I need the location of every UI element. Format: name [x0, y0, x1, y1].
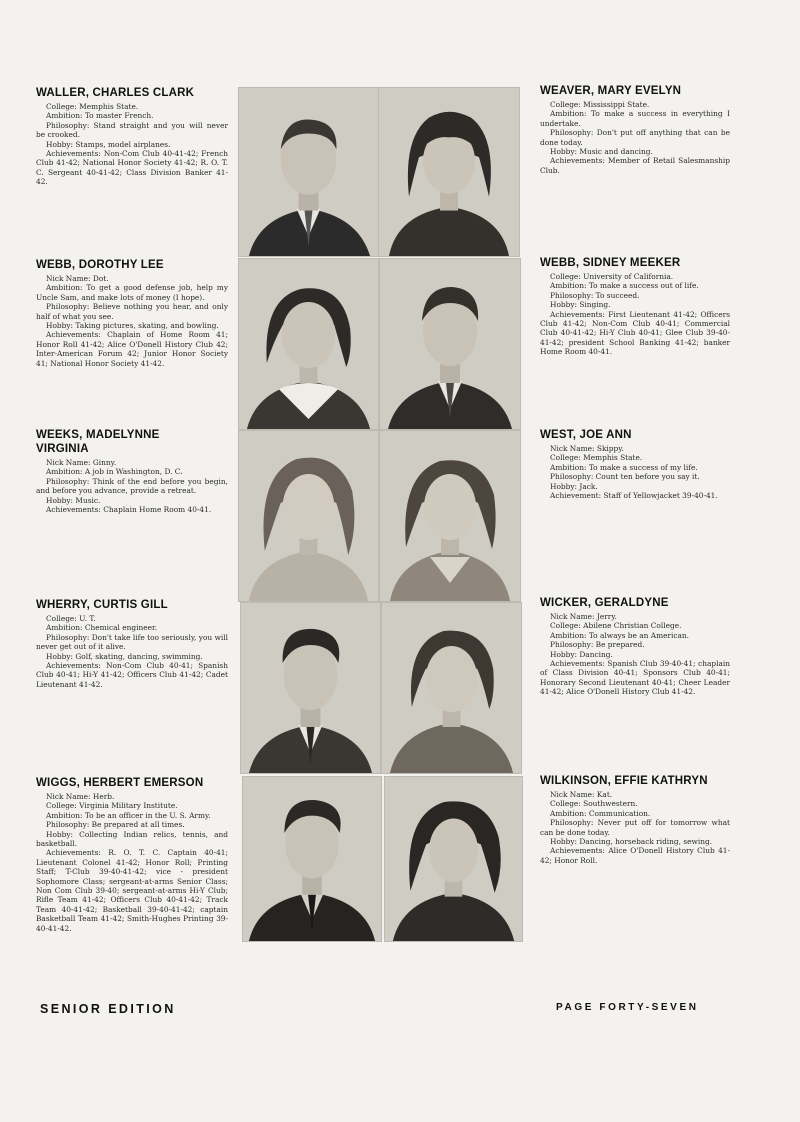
student-philosophy: Philosophy: Be prepared.	[550, 640, 645, 650]
student-ambition: Ambition: A job in Washington, D. C.	[46, 467, 183, 477]
student-achievements: Achievements: Member of Retail Salesmanship Club.	[540, 156, 730, 175]
student-entry-west	[540, 428, 730, 500]
student-ambition: Ambition: To make a success of my life.	[550, 462, 698, 472]
student-college: College: Memphis State.	[46, 102, 139, 111]
portrait-photo-weeks	[238, 430, 379, 602]
portrait-photo-west	[379, 430, 521, 602]
student-philosophy: Philosophy: Count ten before you say it.	[550, 472, 700, 482]
student-nickname: Nick Name: Ginny.	[46, 458, 117, 467]
student-entry-webb-sidney	[540, 256, 730, 357]
student-achievements: Achievements: Spanish Club 39-40-41; chaplain of Class Division 40-41; Sponsors Club 40-41; Honorary Second Lieutenant 40-41; Cheer Leader 41-42; Alice O'Donell History Club 41-42.	[540, 659, 730, 697]
student-college: College: U. T.	[46, 614, 96, 623]
student-achievements: Achievements: Alice O'Donell History Club 41-42; Honor Roll.	[540, 846, 730, 865]
student-entry-wherry	[36, 598, 228, 689]
student-ambition: Ambition: To master French.	[46, 111, 154, 121]
student-name: WHERRY, CURTIS GILL	[36, 599, 168, 611]
student-ambition: Ambition: Chemical engineer.	[46, 623, 158, 633]
student-achievements: Achievements: Chaplain Home Room 40-41.	[46, 505, 212, 515]
student-hobby: Hobby: Golf, skating, dancing, swimming.	[46, 651, 203, 661]
student-name: WEST, JOE ANN	[540, 429, 632, 441]
portrait-photo-wherry	[240, 602, 381, 774]
student-hobby: Hobby: Music.	[46, 495, 101, 505]
student-philosophy: Philosophy: Think of the end before you begin, and before you advance, provide a retreat.	[36, 476, 228, 496]
student-nickname: Nick Name: Herb.	[46, 792, 115, 801]
student-college: College: Abilene Christian College.	[550, 621, 682, 631]
student-nickname: Nick Name: Dot.	[46, 274, 109, 283]
student-name: WEBB, DOROTHY LEE	[36, 259, 164, 271]
student-entry-weeks	[36, 428, 228, 514]
portrait-photo-wicker	[381, 602, 522, 774]
student-philosophy: Philosophy: Never put off for tomorrow what can be done today.	[540, 818, 730, 837]
student-name: WEAVER, MARY EVELYN	[540, 85, 682, 97]
student-philosophy: Philosophy: Be prepared at all times.	[46, 820, 185, 830]
student-achievements: Achievements: R. O. T. C. Captain 40-41; Lieutenant Colonel 41-42; Honor Roll; Printing Staff; T-Club 39-40-41-42; vice - president Sophomore Class; sergeant-at-arms Senior Class; Non Com Club 39-40; sergeant-at-arms Hi-Y Club; Rifle Team 41-42; Officers Club 40-41-42; Track Team 40-41-42; Basketball 39-40-41-42; captain Basketball Team 41-42; Smith-Hughes Printing 39-40-41-42.	[36, 848, 228, 933]
student-achievements: Achievements: First Lieutenant 41-42; Officers Club 41-42; Non-Com Club 40-41; Commercial Club 40-41-42; Hi-Y Club 40-41; Glee Club 39-40-41-42; president School Banking 41-42; banker Home Room 40-41.	[540, 309, 730, 357]
student-philosophy: Philosophy: Stand straight and you will never be crooked.	[36, 120, 228, 140]
student-achievements: Achievements: Chaplain of Home Room 41; Honor Roll 41-42; Alice O'Donell History Club 42; Inter-American Forum 42; Junior Honor Society 41; National Honor Society 41-42.	[36, 330, 228, 368]
student-hobby: Hobby: Taking pictures, skating, and bowling.	[46, 321, 219, 331]
edition-footer: SENIOR EDITION	[40, 1002, 176, 1016]
student-hobby: Hobby: Dancing, horseback riding, sewing.	[550, 837, 713, 847]
student-hobby: Hobby: Singing.	[550, 300, 611, 310]
student-hobby: Hobby: Stamps, model airplanes.	[46, 139, 171, 149]
student-ambition: Ambition: Communication.	[550, 808, 651, 818]
student-college: College: University of California.	[550, 272, 674, 281]
student-entry-webb-dorothy	[36, 258, 228, 368]
student-nickname: Nick Name: Jerry.	[550, 612, 617, 621]
student-hobby: Hobby: Dancing.	[550, 649, 613, 659]
student-nickname: Nick Name: Kat.	[550, 790, 613, 799]
portrait-photo-wiggs	[242, 776, 382, 942]
student-ambition: Ambition: To always be an American.	[550, 630, 690, 640]
student-name: WEBB, SIDNEY MEEKER	[540, 257, 681, 269]
portrait-photo-weaver	[378, 87, 520, 257]
student-name: WALLER, CHARLES CLARK	[36, 87, 195, 99]
student-philosophy: Philosophy: Don't put off anything that can be done today.	[540, 128, 730, 147]
student-hobby: Hobby: Jack.	[550, 481, 598, 491]
student-ambition: Ambition: To be an officer in the U. S. Army.	[46, 810, 211, 820]
student-college: College: Virginia Military Institute.	[46, 801, 178, 811]
student-hobby: Hobby: Music and dancing.	[550, 147, 653, 157]
student-name: WEEKS, MADELYNNE VIRGINIA	[36, 429, 160, 455]
student-name: WILKINSON, EFFIE KATHRYN	[540, 775, 708, 787]
student-college: College: Mississippi State.	[550, 100, 650, 109]
student-philosophy: Philosophy: Believe nothing you hear, and only half of what you see.	[36, 302, 228, 321]
student-achievements: Achievements: Non-Com Club 40-41-42; French Club 41-42; National Honor Society 41-42; R. O. T. C. Sergeant 40-41-42; Class Division Banker 41-42.	[36, 149, 228, 187]
student-ambition: Ambition: To get a good defense job, help my Uncle Sam, and make lots of money (I hope).	[36, 283, 228, 302]
student-ambition: Ambition: To make a success out of life.	[550, 281, 699, 291]
student-entry-waller	[36, 86, 228, 187]
student-entry-wilkinson	[540, 774, 730, 865]
portrait-photo-webb-sidney	[379, 258, 521, 430]
student-philosophy: Philosophy: Don't take life too seriously, you will never get out of it alive.	[36, 632, 228, 652]
student-entry-weaver	[540, 84, 730, 175]
student-achievements: Achievements: Non-Com Club 40-41; Spanish Club 40-41; Hi-Y 41-42; Officers Club 41-42; Cadet Lieutenant 41-42.	[36, 661, 228, 689]
student-entry-wicker	[540, 596, 730, 697]
student-achievements: Achievement: Staff of Yellowjacket 39-40-41.	[550, 491, 718, 501]
portrait-photo-waller	[238, 87, 379, 257]
portrait-photo-wilkinson	[384, 776, 523, 942]
page-number-footer: PAGE FORTY-SEVEN	[556, 1002, 699, 1013]
student-ambition: Ambition: To make a success in everything I undertake.	[540, 109, 730, 128]
student-name: WIGGS, HERBERT EMERSON	[36, 777, 204, 789]
student-entry-wiggs	[36, 776, 228, 933]
portrait-photo-webb-dorothy	[238, 258, 379, 430]
student-name: WICKER, GERALDYNE	[540, 597, 669, 609]
student-nickname: Nick Name: Skippy.	[550, 444, 624, 453]
student-college: College: Memphis State.	[550, 453, 643, 463]
student-college: College: Southwestern.	[550, 799, 638, 809]
student-philosophy: Philosophy: To succeed.	[550, 290, 640, 300]
student-hobby: Hobby: Collecting Indian relics, tennis, and basketball.	[36, 829, 228, 849]
